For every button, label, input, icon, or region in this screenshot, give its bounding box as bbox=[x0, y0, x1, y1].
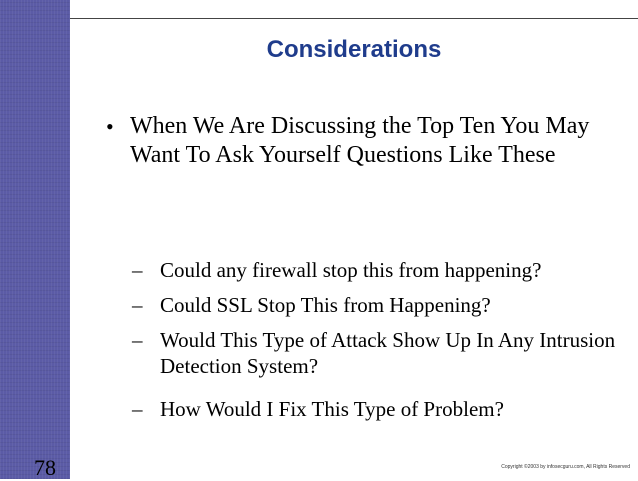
sub-bullet-text: Could any firewall stop this from happening? bbox=[160, 258, 542, 282]
sub-bullet-marker: – bbox=[132, 397, 143, 421]
sub-bullet-text: How Would I Fix This Type of Problem? bbox=[160, 397, 504, 421]
main-bullet bbox=[106, 112, 606, 170]
sub-bullet bbox=[132, 396, 622, 422]
decorative-sidebar bbox=[0, 0, 70, 479]
sub-bullet-text: Could SSL Stop This from Happening? bbox=[160, 293, 491, 317]
title-divider bbox=[70, 18, 638, 19]
sub-bullet-marker: – bbox=[132, 328, 143, 352]
copyright-notice: Copyright ©2003 by infosecguru.com, All Rights Reserved bbox=[501, 464, 630, 470]
sub-bullet bbox=[132, 292, 622, 318]
main-bullet-text: When We Are Discussing the Top Ten You May Want To Ask Yourself Questions Like These bbox=[130, 113, 590, 168]
sub-bullet bbox=[132, 257, 622, 283]
sub-bullet-marker: – bbox=[132, 258, 143, 282]
slide-number: 78 bbox=[34, 455, 56, 480]
bullet-marker: • bbox=[106, 114, 114, 139]
sub-bullet-marker: – bbox=[132, 293, 143, 317]
sub-bullet bbox=[132, 327, 622, 379]
slide-title: Considerations bbox=[266, 36, 442, 63]
sub-bullet-text: Would This Type of Attack Show Up In Any Intrusion Detection System? bbox=[160, 328, 616, 378]
